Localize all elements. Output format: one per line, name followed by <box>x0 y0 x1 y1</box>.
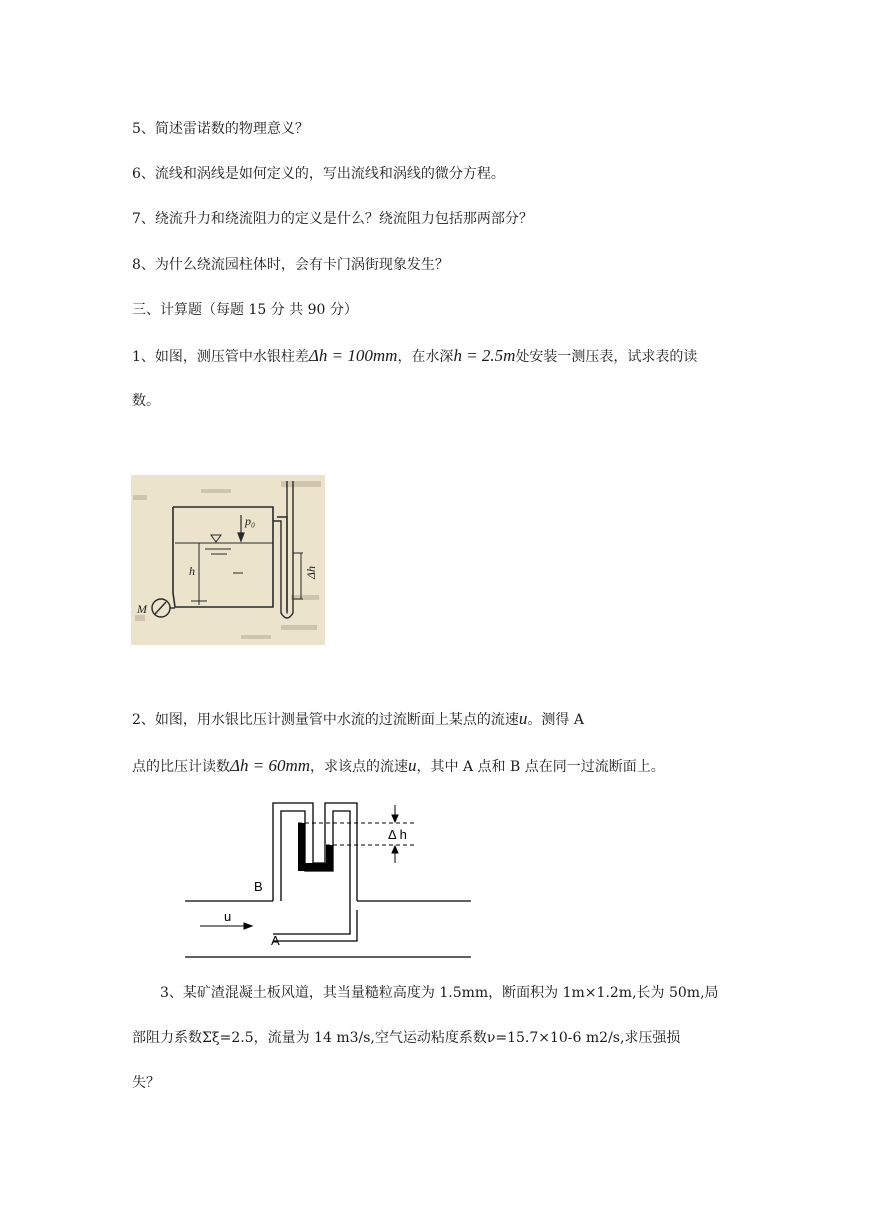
problem-2-text-c: 点的比压计读数 <box>132 759 230 775</box>
problem-2-math-dh: Δh = 60mm <box>230 756 311 775</box>
label-p0: p₀ <box>245 514 256 528</box>
problem-2-math-u2: u <box>408 756 417 775</box>
label-a: A <box>271 933 280 948</box>
problem-2-text-e: ，其中 A 点和 B 点在同一过流断面上。 <box>416 759 665 775</box>
question-5: 5、简述雷诺数的物理意义？ <box>132 121 309 137</box>
problem-3-line-3: 失？ <box>132 1075 160 1091</box>
problem-2-text-a: 2、如图，用水银比压计测量管中水流的过流断面上某点的流速 <box>132 712 519 728</box>
tank-manometer-figure <box>131 475 325 645</box>
label-h: h <box>189 564 195 578</box>
problem-2-math-u: u <box>518 709 528 728</box>
pitot-manometer-figure <box>180 795 480 970</box>
section-title: 三、计算题（每题 15 分 共 90 分） <box>132 302 358 318</box>
problem-1-text-b: ，在水深 <box>397 349 454 365</box>
label-dh-fig1: Δh <box>304 565 318 579</box>
problem-2-text-d: ，求该点的流速 <box>310 759 409 775</box>
problem-2-line-1 <box>132 709 584 730</box>
problem-3-line-1: 3、某矿渣混凝土板风道，其当量糙粒高度为 1.5mm，断面积为 1m×1.2m,长为 50m,局 <box>160 985 719 1001</box>
question-7: 7、绕流升力和绕流阻力的定义是什么？绕流阻力包括那两部分？ <box>132 211 533 227</box>
problem-2-line-2 <box>132 756 665 777</box>
question-8: 8、为什么绕流园柱体时，会有卡门涡街现象发生？ <box>132 257 449 273</box>
problem-1-math-h: h = 2.5m <box>453 346 516 365</box>
label-dh-fig2: Δ h <box>388 827 407 842</box>
question-6: 6、流线和涡线是如何定义的，写出流线和涡线的微分方程。 <box>132 166 505 182</box>
problem-1-math-dh: Δh = 100mm <box>308 346 398 365</box>
problem-3-line-2: 部阻力系数Σξ=2.5，流量为 14 m3/s,空气运动粘度系数ν=15.7×10-6 m2/s,求压强损 <box>132 1030 681 1046</box>
problem-1-line-1 <box>132 346 697 367</box>
problem-1-text-c: 处安装一测压表，试求表的读 <box>515 349 698 365</box>
problem-1-text-a: 1、如图，测压管中水银柱差 <box>132 349 309 365</box>
label-m: M <box>137 602 147 616</box>
label-u: u <box>224 909 232 924</box>
problem-2-text-b: 。测得 A <box>527 712 584 728</box>
manometer-tubes <box>273 803 357 941</box>
problem-1-line-2: 数。 <box>132 393 160 409</box>
mercury-fill <box>298 823 333 871</box>
label-b: B <box>254 879 263 894</box>
